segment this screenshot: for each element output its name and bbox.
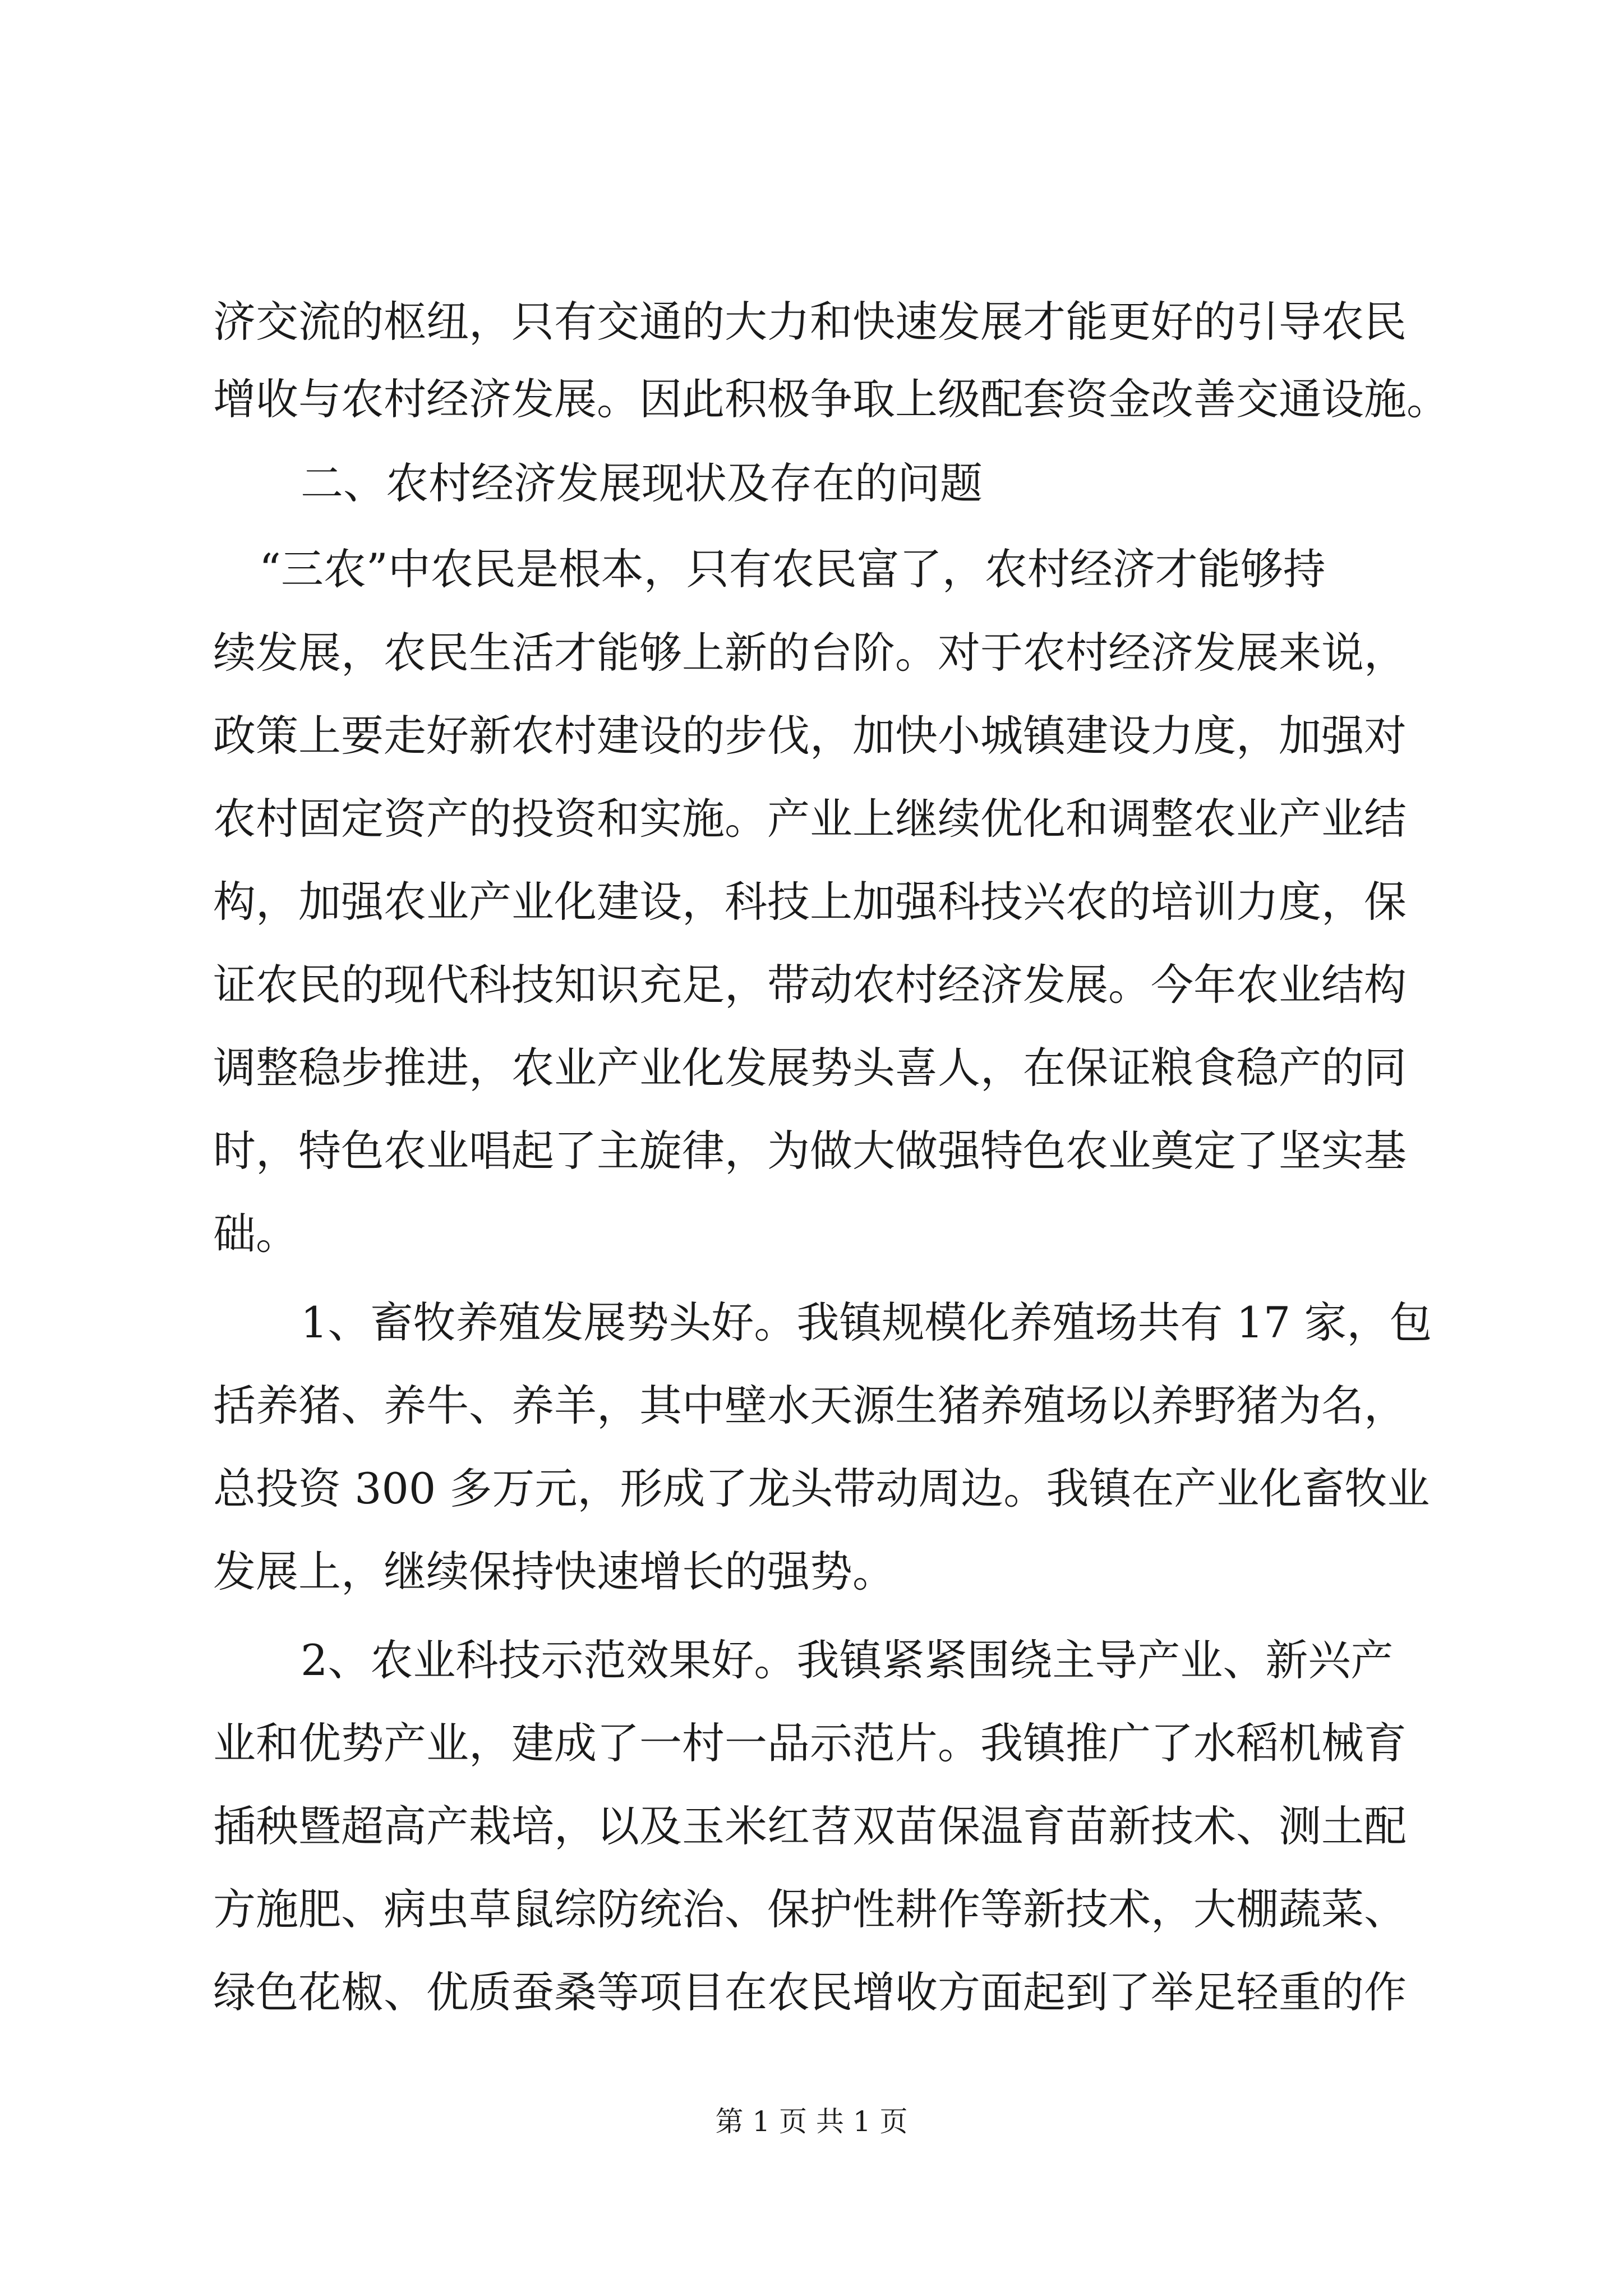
text-line: 政策上要走好新农村建设的步伐，加快小城镇建设力度，加强对 xyxy=(213,711,1407,761)
page-number-footer: 第 1 页 共 1 页 xyxy=(715,2105,908,2138)
text-line: 1、畜牧养殖发展势头好。我镇规模化养殖场共有 17 家，包 xyxy=(301,1297,1432,1347)
text-line: 总投资 300 多万元，形成了龙头带动周边。我镇在产业化畜牧业 xyxy=(213,1464,1430,1513)
text-line: 时，特色农业唱起了主旋律，为做大做强特色农业奠定了坚实基 xyxy=(213,1126,1407,1176)
text-line: 础。 xyxy=(213,1209,298,1259)
text-line: 括养猪、养牛、养羊，其中壁水天源生猪养殖场以养野猪为名， xyxy=(213,1381,1407,1430)
text-line: 续发展，农民生活才能够上新的台阶。对于农村经济发展来说， xyxy=(213,628,1407,678)
text-line: 证农民的现代科技知识充足，带动农村经济发展。今年农业结构 xyxy=(213,960,1407,1010)
text-line: “三农”中农民是根本，只有农民富了，农村经济才能够持 xyxy=(259,544,1326,594)
text-line: 绿色花椒、优质蚕桑等项目在农民增收方面起到了举足轻重的作 xyxy=(213,1967,1407,2017)
text-line: 发展上，继续保持快速增长的强势。 xyxy=(213,1547,895,1596)
text-line: 2、农业科技示范效果好。我镇紧紧围绕主导产业、新兴产 xyxy=(301,1635,1394,1685)
section-heading: 二、农村经济发展现状及存在的问题 xyxy=(301,458,983,508)
text-line: 构，加强农业产业化建设，科技上加强科技兴农的培训力度，保 xyxy=(213,877,1407,927)
text-line: 插秧暨超高产栽培，以及玉米红苕双苗保温育苗新技术、测土配 xyxy=(213,1801,1407,1851)
text-line: 业和优势产业，建成了一村一品示范片。我镇推广了水稻机械育 xyxy=(213,1718,1407,1768)
text-line: 增收与农村经济发展。因此积极争取上级配套资金改善交通设施。 xyxy=(213,374,1449,424)
text-line: 方施肥、病虫草鼠综防统治、保护性耕作等新技术，大棚蔬菜、 xyxy=(213,1884,1407,1934)
text-line: 农村固定资产的投资和实施。产业上继续优化和调整农业产业结 xyxy=(213,794,1407,844)
text-line: 调整稳步推进，农业产业化发展势头喜人，在保证粮食稳产的同 xyxy=(213,1043,1407,1093)
text-line: 济交流的枢纽，只有交通的大力和快速发展才能更好的引导农民 xyxy=(213,297,1407,347)
